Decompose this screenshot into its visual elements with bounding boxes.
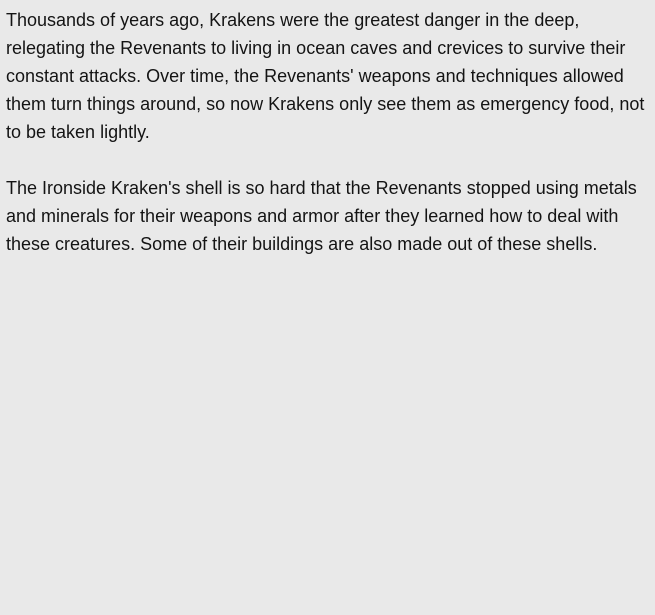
lore-paragraph-1: Thousands of years ago, Krakens were the greatest danger in the deep, relegating the Revenants to living in ocean caves and crevices to survive their constant attacks. Over time, the Revenants' weapons and techniques allowed them turn things around, so now Krakens only see them as emergency food, not to be taken lightly.	[6, 10, 645, 142]
paragraph-spacer	[6, 146, 645, 174]
lore-paragraph-2: The Ironside Kraken's shell is so hard that the Revenants stopped using metals and minerals for their weapons and armor after they learned how to deal with these creatures. Some of their buildings are also made out of these shells.	[6, 178, 637, 254]
